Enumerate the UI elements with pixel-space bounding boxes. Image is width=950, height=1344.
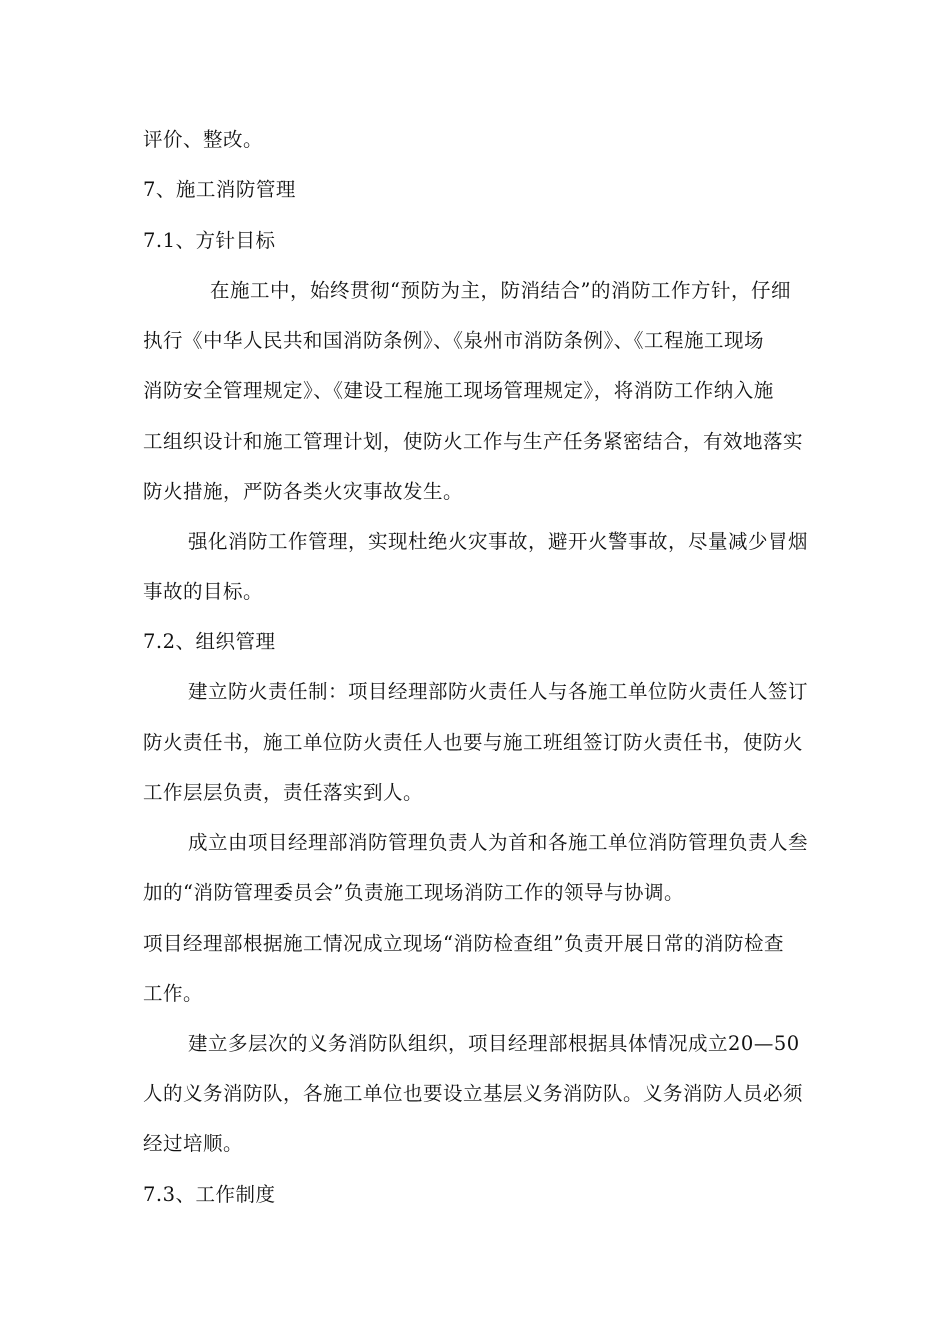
paragraph-line: 强化消防工作管理，实现杜绝火灾事故，避开火警事故，尽量减少冒烟 — [188, 530, 809, 553]
paragraph-line: 防火措施，严防各类火灾事故发生。 — [143, 480, 464, 503]
paragraph-line: 经过培顺。 — [143, 1132, 244, 1155]
paragraph-line: 建立多层次的义务消防队组织，项目经理部根据具体情况成立20—50 — [188, 1032, 800, 1055]
paragraph-line: 项目经理部根据施工情况成立现场“消防检查组”负责开展日常的消防检查 — [143, 932, 784, 955]
paragraph-line: 成立由项目经理部消防管理负责人为首和各施工单位消防管理负责人叁 — [188, 831, 809, 854]
paragraph-line: 事故的目标。 — [143, 580, 264, 603]
paragraph-line: 加的“消防管理委员会”负责施工现场消防工作的领导与协调。 — [143, 881, 684, 904]
section-heading: 7、施工消防管理 — [143, 178, 296, 201]
paragraph-line: 防火责任书，施工单位防火责任人也要与施工班组签订防火责任书，使防火 — [143, 731, 804, 754]
text-line: 评价、整改。 — [143, 128, 264, 151]
paragraph-line: 消防安全管理规定》、《建设工程施工现场管理规定》，将消防工作纳入施 — [143, 379, 774, 402]
paragraph-line: 工作。 — [143, 982, 204, 1005]
subsection-heading: 7.3、工作制度 — [143, 1183, 276, 1206]
paragraph-line: 执行《中华人民共和国消防条例》、《泉州市消防条例》、《工程施工现场 — [143, 329, 765, 352]
paragraph-line: 在施工中，始终贯彻“预防为主，防消结合”的消防工作方针，仔细 — [210, 279, 791, 302]
paragraph-line: 建立防火责任制：项目经理部防火责任人与各施工单位防火责任人签订 — [188, 680, 809, 703]
subsection-heading: 7.2、组织管理 — [143, 630, 276, 653]
subsection-heading: 7.1、方针目标 — [143, 229, 276, 252]
paragraph-line: 人的义务消防队，各施工单位也要设立基层义务消防队。义务消防人员必须 — [143, 1082, 804, 1105]
paragraph-line: 工作层层负责，责任落实到人。 — [143, 781, 424, 804]
paragraph-line: 工组织设计和施工管理计划，使防火工作与生产任务紧密结合，有效地落实 — [143, 430, 804, 453]
